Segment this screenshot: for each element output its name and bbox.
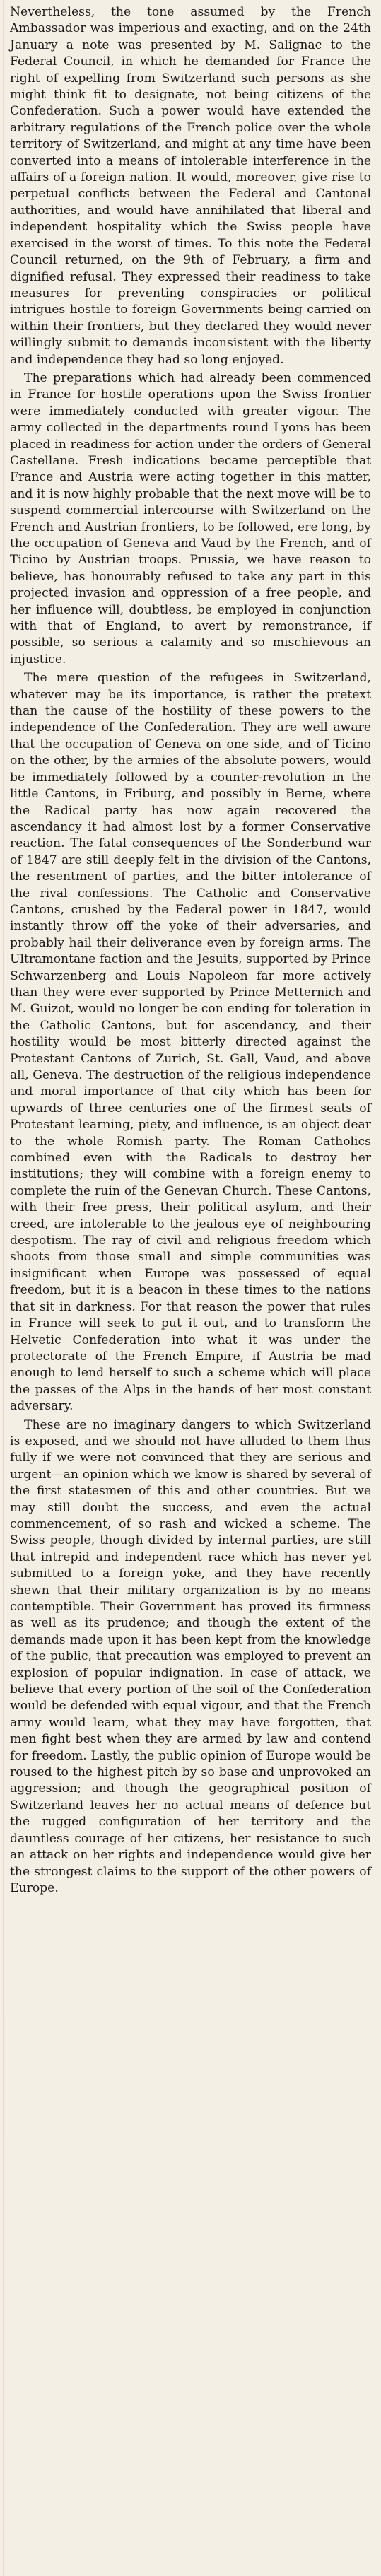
article-paragraph-1: Nevertheless, the tone assumed by the French Ambassador was imperious and exacting, and on the 24th January a note was presented by M. Salignac to the Federal Council, in which he demanded for France the right of expelling from Switzerland such persons as she might think fit to designate, not being citizens of the Confederation. Such a power would have extended the arbitrary regulations of the French police over the whole territory of Switzerland, and might at any time have been converted into a means of intolerable interference in the affairs of a foreign nation. It would, moreover, give rise to perpetual conflicts between the Federal and Cantonal authorities, and would have annihilated that liberal and independent hospitality which the Swiss people have exercised in the worst of times. To this note the Federal Council returned, on the 9th of February, a firm and dignified refusal. They expressed their readiness to take measures for preventing conspiracies or political intrigues hostile to foreign Governments being carried on within their frontiers, but they declared they would never willingly submit to demands inconsistent with the liberty and independence they had so long enjoyed. — [10, 5, 371, 367]
page-edge — [3, 0, 4, 2576]
article-column — [10, 4, 371, 1899]
article-paragraph-4: These are no imaginary dangers to which Switzerland is exposed, and we should not have alluded to them thus fully if we were not convinced that they are serious and urgent—an opinion which we know is shared by several of the first statesmen of this and other countries. But we may still doubt the success, and even the actual commencement, of so rash and wicked a scheme. The Swiss people, though divided by internal parties, are still that intrepid and independent race which has never yet submitted to a foreign yoke, and they have recently shewn that their military organization is by no means contemptible. Their Government has proved its firmness as well as its prudence; and though the extent of the demands made upon it has been kept from the knowledge of the public, that precaution was employed to prevent an explosion of popular indignation. In case of attack, we believe that every portion of the soil of the Confederation would be defended with equal vigour, and that the French army would learn, what they may have forgotten, that men fight best when they are armed by law and contend for freedom. Lastly, the public opinion of Europe would be roused to the highest pitch by so base and unprovoked an aggression; and though the geographical position of Switzerland leaves her no actual means of defence but the rugged configuration of her territory and the dauntless courage of her citizens, her resistance to such an attack on her rights and independence would give her the strongest claims to the support of the other powers of Europe. — [10, 1417, 371, 1895]
article-paragraph-3: The mere question of the refugees in Switzerland, whatever may be its importance, is rather the pretext than the cause of the hostility of these powers to the independence of the Confederation. They are well aware that the occupation of Geneva on one side, and of Ticino on the other, by the armies of the absolute powers, would be immediately followed by a counter-revolution in the little Cantons, in Friburg, and possibly in Berne, where the Radical party has now again recovered the ascendancy it had almost lost by a former Conservative reaction. The fatal consequences of the Sonderbund war of 1847 are still deeply felt in the division of the Cantons, the resentment of parties, and the bitter intolerance of the rival confessions. The Catholic and Conservative Cantons, crushed by the Federal power in 1847, would instantly throw off the yoke of their adversaries, and probably hail their deliverance even by foreign arms. The Ultramontane faction and the Jesuits, supported by Prince Schwarzenberg and Louis Napoleon far more actively than they were ever supported by Prince Metternich and M. Guizot, would no longer be con ending for toleration in the Catholic Cantons, but for ascendancy, and their hostility would be most bitterly directed against the Protestant Cantons of Zurich, St. Gall, Vaud, and above all, Geneva. The destruction of the religious independence and moral importance of that city which has been for upwards of three centuries one of the firmest seats of Protestant learning, piety, and influence, is an object dear to the whole Romish party. The Roman Catholics combined even with the Radicals to destroy her institutions; they will combine with a foreign enemy to complete the ruin of the Genevan Church. These Cantons, with their free press, their political asylum, and their creed, are intolerable to the jealous eye of neighbouring despotism. The ray of civil and religious freedom which shoots from those small and simple communities was insignificant when Europe was possessed of equal freedom, but it is a beacon in these times to the nations that sit in darkness. For that reason the power that rules in France will seek to put it out, and to transform the Helvetic Confederation into what it was under the protectorate of the French Empire, if Austria be mad enough to lend herself to such a scheme which will place the passes of the Alps in the hands of her most constant adversary. — [10, 671, 371, 1414]
article-paragraph-2: The preparations which had already been commenced in France for hostile operations upon the Swiss frontier were immediately conducted with greater vigour. The army collected in the departments round Lyons has been placed in readiness for action under the orders of General Castellane. Fresh indications became perceptible that France and Austria were acting together in this matter, and it is now highly probable that the next move will be to suspend commercial intercourse with Switzerland on the French and Austrian frontiers, to be followed, ere long, by the occupation of Geneva and Vaud by the French, and of Ticino by Austrian troops. Prussia, we have reason to believe, has honourably refused to take any part in this projected invasion and oppression of a free people, and her influence will, doubtless, be employed in conjunction with that of England, to avert by remonstrance, if possible, so serious a calamity and so mischievous an injustice. — [10, 370, 371, 667]
